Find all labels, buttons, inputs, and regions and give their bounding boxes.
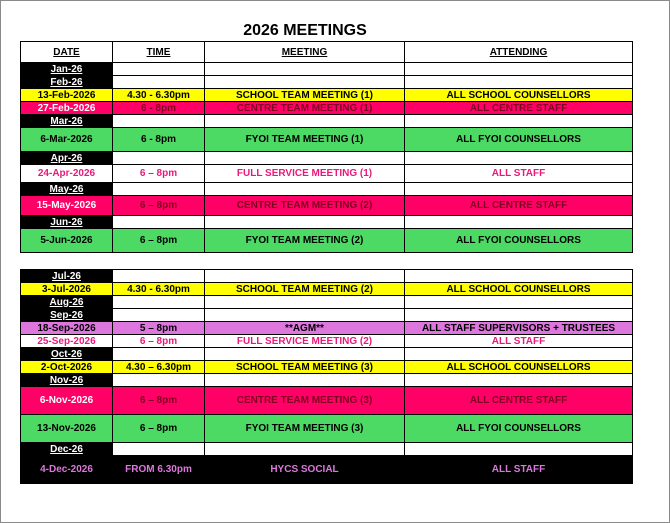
date-cell: 25-Sep-2026 — [21, 335, 113, 348]
meeting-row — [21, 128, 633, 152]
empty-cell — [405, 115, 633, 128]
date-cell: 24-Apr-2026 — [21, 165, 113, 183]
month-row — [21, 374, 633, 387]
month-row — [21, 443, 633, 456]
attending-cell: ALL SCHOOL COUNSELLORS — [405, 283, 633, 296]
month-label: Feb-26 — [21, 76, 113, 89]
month-row — [21, 115, 633, 128]
attending-cell: ALL CENTRE STAFF — [405, 102, 633, 115]
empty-cell — [113, 115, 205, 128]
time-cell: 6 - 8pm — [113, 102, 205, 115]
meeting-row — [21, 89, 633, 102]
empty-cell — [405, 76, 633, 89]
time-cell: 4.30 - 6.30pm — [113, 89, 205, 102]
empty-cell — [113, 374, 205, 387]
month-label: Nov-26 — [21, 374, 113, 387]
date-cell: 5-Jun-2026 — [21, 229, 113, 253]
empty-cell — [405, 296, 633, 309]
attending-cell: ALL CENTRE STAFF — [405, 387, 633, 415]
empty-cell — [205, 76, 405, 89]
meetings-table-first-half — [20, 41, 633, 253]
time-cell: 6 – 8pm — [113, 165, 205, 183]
date-cell: 18-Sep-2026 — [21, 322, 113, 335]
attending-cell: ALL SCHOOL COUNSELLORS — [405, 361, 633, 374]
empty-cell — [205, 443, 405, 456]
meeting-row — [21, 335, 633, 348]
empty-cell — [205, 63, 405, 76]
meeting-row — [21, 456, 633, 484]
meeting-row — [21, 102, 633, 115]
date-cell: 6-Nov-2026 — [21, 387, 113, 415]
meeting-cell: CENTRE TEAM MEETING (1) — [205, 102, 405, 115]
empty-cell — [205, 216, 405, 229]
empty-cell — [405, 152, 633, 165]
meeting-row — [21, 387, 633, 415]
meetings-table-second-half — [20, 269, 633, 484]
empty-cell — [113, 216, 205, 229]
empty-cell — [405, 183, 633, 196]
month-row — [21, 63, 633, 76]
empty-cell — [405, 270, 633, 283]
time-cell: 4.30 – 6.30pm — [113, 361, 205, 374]
time-header: TIME — [113, 42, 205, 63]
month-row — [21, 76, 633, 89]
empty-cell — [205, 348, 405, 361]
date-cell: 2-Oct-2026 — [21, 361, 113, 374]
empty-cell — [113, 152, 205, 165]
meeting-cell: CENTRE TEAM MEETING (2) — [205, 196, 405, 216]
attending-header: ATTENDING — [405, 42, 633, 63]
meeting-cell: FULL SERVICE MEETING (2) — [205, 335, 405, 348]
month-row — [21, 309, 633, 322]
date-cell: 13-Feb-2026 — [21, 89, 113, 102]
empty-cell — [205, 152, 405, 165]
meeting-cell: FULL SERVICE MEETING (1) — [205, 165, 405, 183]
month-row — [21, 152, 633, 165]
month-label: May-26 — [21, 183, 113, 196]
empty-cell — [405, 443, 633, 456]
month-label: Jun-26 — [21, 216, 113, 229]
meeting-cell: SCHOOL TEAM MEETING (2) — [205, 283, 405, 296]
attending-cell: ALL SCHOOL COUNSELLORS — [405, 89, 633, 102]
time-cell: 6 – 8pm — [113, 229, 205, 253]
month-label: Apr-26 — [21, 152, 113, 165]
date-cell: 13-Nov-2026 — [21, 415, 113, 443]
meeting-row — [21, 415, 633, 443]
empty-cell — [113, 309, 205, 322]
time-cell: 4.30 - 6.30pm — [113, 283, 205, 296]
time-cell: 6 – 8pm — [113, 196, 205, 216]
empty-cell — [405, 348, 633, 361]
time-cell: 6 - 8pm — [113, 128, 205, 152]
empty-cell — [113, 296, 205, 309]
month-row — [21, 270, 633, 283]
attending-cell: ALL FYOI COUNSELLORS — [405, 128, 633, 152]
meeting-row — [21, 322, 633, 335]
table-body — [21, 270, 633, 484]
meeting-cell: FYOI TEAM MEETING (2) — [205, 229, 405, 253]
date-cell: 15-May-2026 — [21, 196, 113, 216]
month-row — [21, 296, 633, 309]
table-body — [21, 63, 633, 253]
empty-cell — [205, 183, 405, 196]
meeting-cell: SCHOOL TEAM MEETING (1) — [205, 89, 405, 102]
month-label: Jul-26 — [21, 270, 113, 283]
month-label: Dec-26 — [21, 443, 113, 456]
time-cell: 6 – 8pm — [113, 387, 205, 415]
month-label: Mar-26 — [21, 115, 113, 128]
empty-cell — [113, 270, 205, 283]
meeting-cell: FYOI TEAM MEETING (1) — [205, 128, 405, 152]
date-cell: 27-Feb-2026 — [21, 102, 113, 115]
header-row — [21, 42, 633, 63]
time-cell: 6 – 8pm — [113, 335, 205, 348]
empty-cell — [205, 309, 405, 322]
empty-cell — [405, 63, 633, 76]
attending-cell: ALL CENTRE STAFF — [405, 196, 633, 216]
meeting-header: MEETING — [205, 42, 405, 63]
empty-cell — [205, 115, 405, 128]
date-cell: 3-Jul-2026 — [21, 283, 113, 296]
meeting-row — [21, 229, 633, 253]
month-label: Sep-26 — [21, 309, 113, 322]
attending-cell: ALL STAFF — [405, 456, 633, 484]
meeting-cell: CENTRE TEAM MEETING (3) — [205, 387, 405, 415]
month-row — [21, 183, 633, 196]
time-cell: 6 – 8pm — [113, 415, 205, 443]
attending-cell: ALL FYOI COUNSELLORS — [405, 229, 633, 253]
empty-cell — [113, 63, 205, 76]
empty-cell — [113, 443, 205, 456]
attending-cell: ALL FYOI COUNSELLORS — [405, 415, 633, 443]
time-cell: FROM 6.30pm — [113, 456, 205, 484]
page-title: 2026 MEETINGS — [243, 22, 367, 39]
meeting-cell: HYCS SOCIAL — [205, 456, 405, 484]
empty-cell — [405, 216, 633, 229]
empty-cell — [405, 374, 633, 387]
attending-cell: ALL STAFF — [405, 165, 633, 183]
date-cell: 6-Mar-2026 — [21, 128, 113, 152]
meeting-row — [21, 165, 633, 183]
time-cell: 5 – 8pm — [113, 322, 205, 335]
empty-cell — [113, 76, 205, 89]
empty-cell — [113, 183, 205, 196]
empty-cell — [405, 309, 633, 322]
empty-cell — [113, 348, 205, 361]
month-label: Oct-26 — [21, 348, 113, 361]
empty-cell — [205, 296, 405, 309]
month-label: Jan-26 — [21, 63, 113, 76]
month-row — [21, 348, 633, 361]
attending-cell: ALL STAFF — [405, 335, 633, 348]
month-label: Aug-26 — [21, 296, 113, 309]
empty-cell — [205, 270, 405, 283]
attending-cell: ALL STAFF SUPERVISORS + TRUSTEES — [405, 322, 633, 335]
meeting-cell: FYOI TEAM MEETING (3) — [205, 415, 405, 443]
meeting-cell: SCHOOL TEAM MEETING (3) — [205, 361, 405, 374]
month-row — [21, 216, 633, 229]
meeting-row — [21, 196, 633, 216]
meeting-cell: **AGM** — [205, 322, 405, 335]
date-cell: 4-Dec-2026 — [21, 456, 113, 484]
meeting-row — [21, 283, 633, 296]
meeting-row — [21, 361, 633, 374]
date-header: DATE — [21, 42, 113, 63]
empty-cell — [205, 374, 405, 387]
